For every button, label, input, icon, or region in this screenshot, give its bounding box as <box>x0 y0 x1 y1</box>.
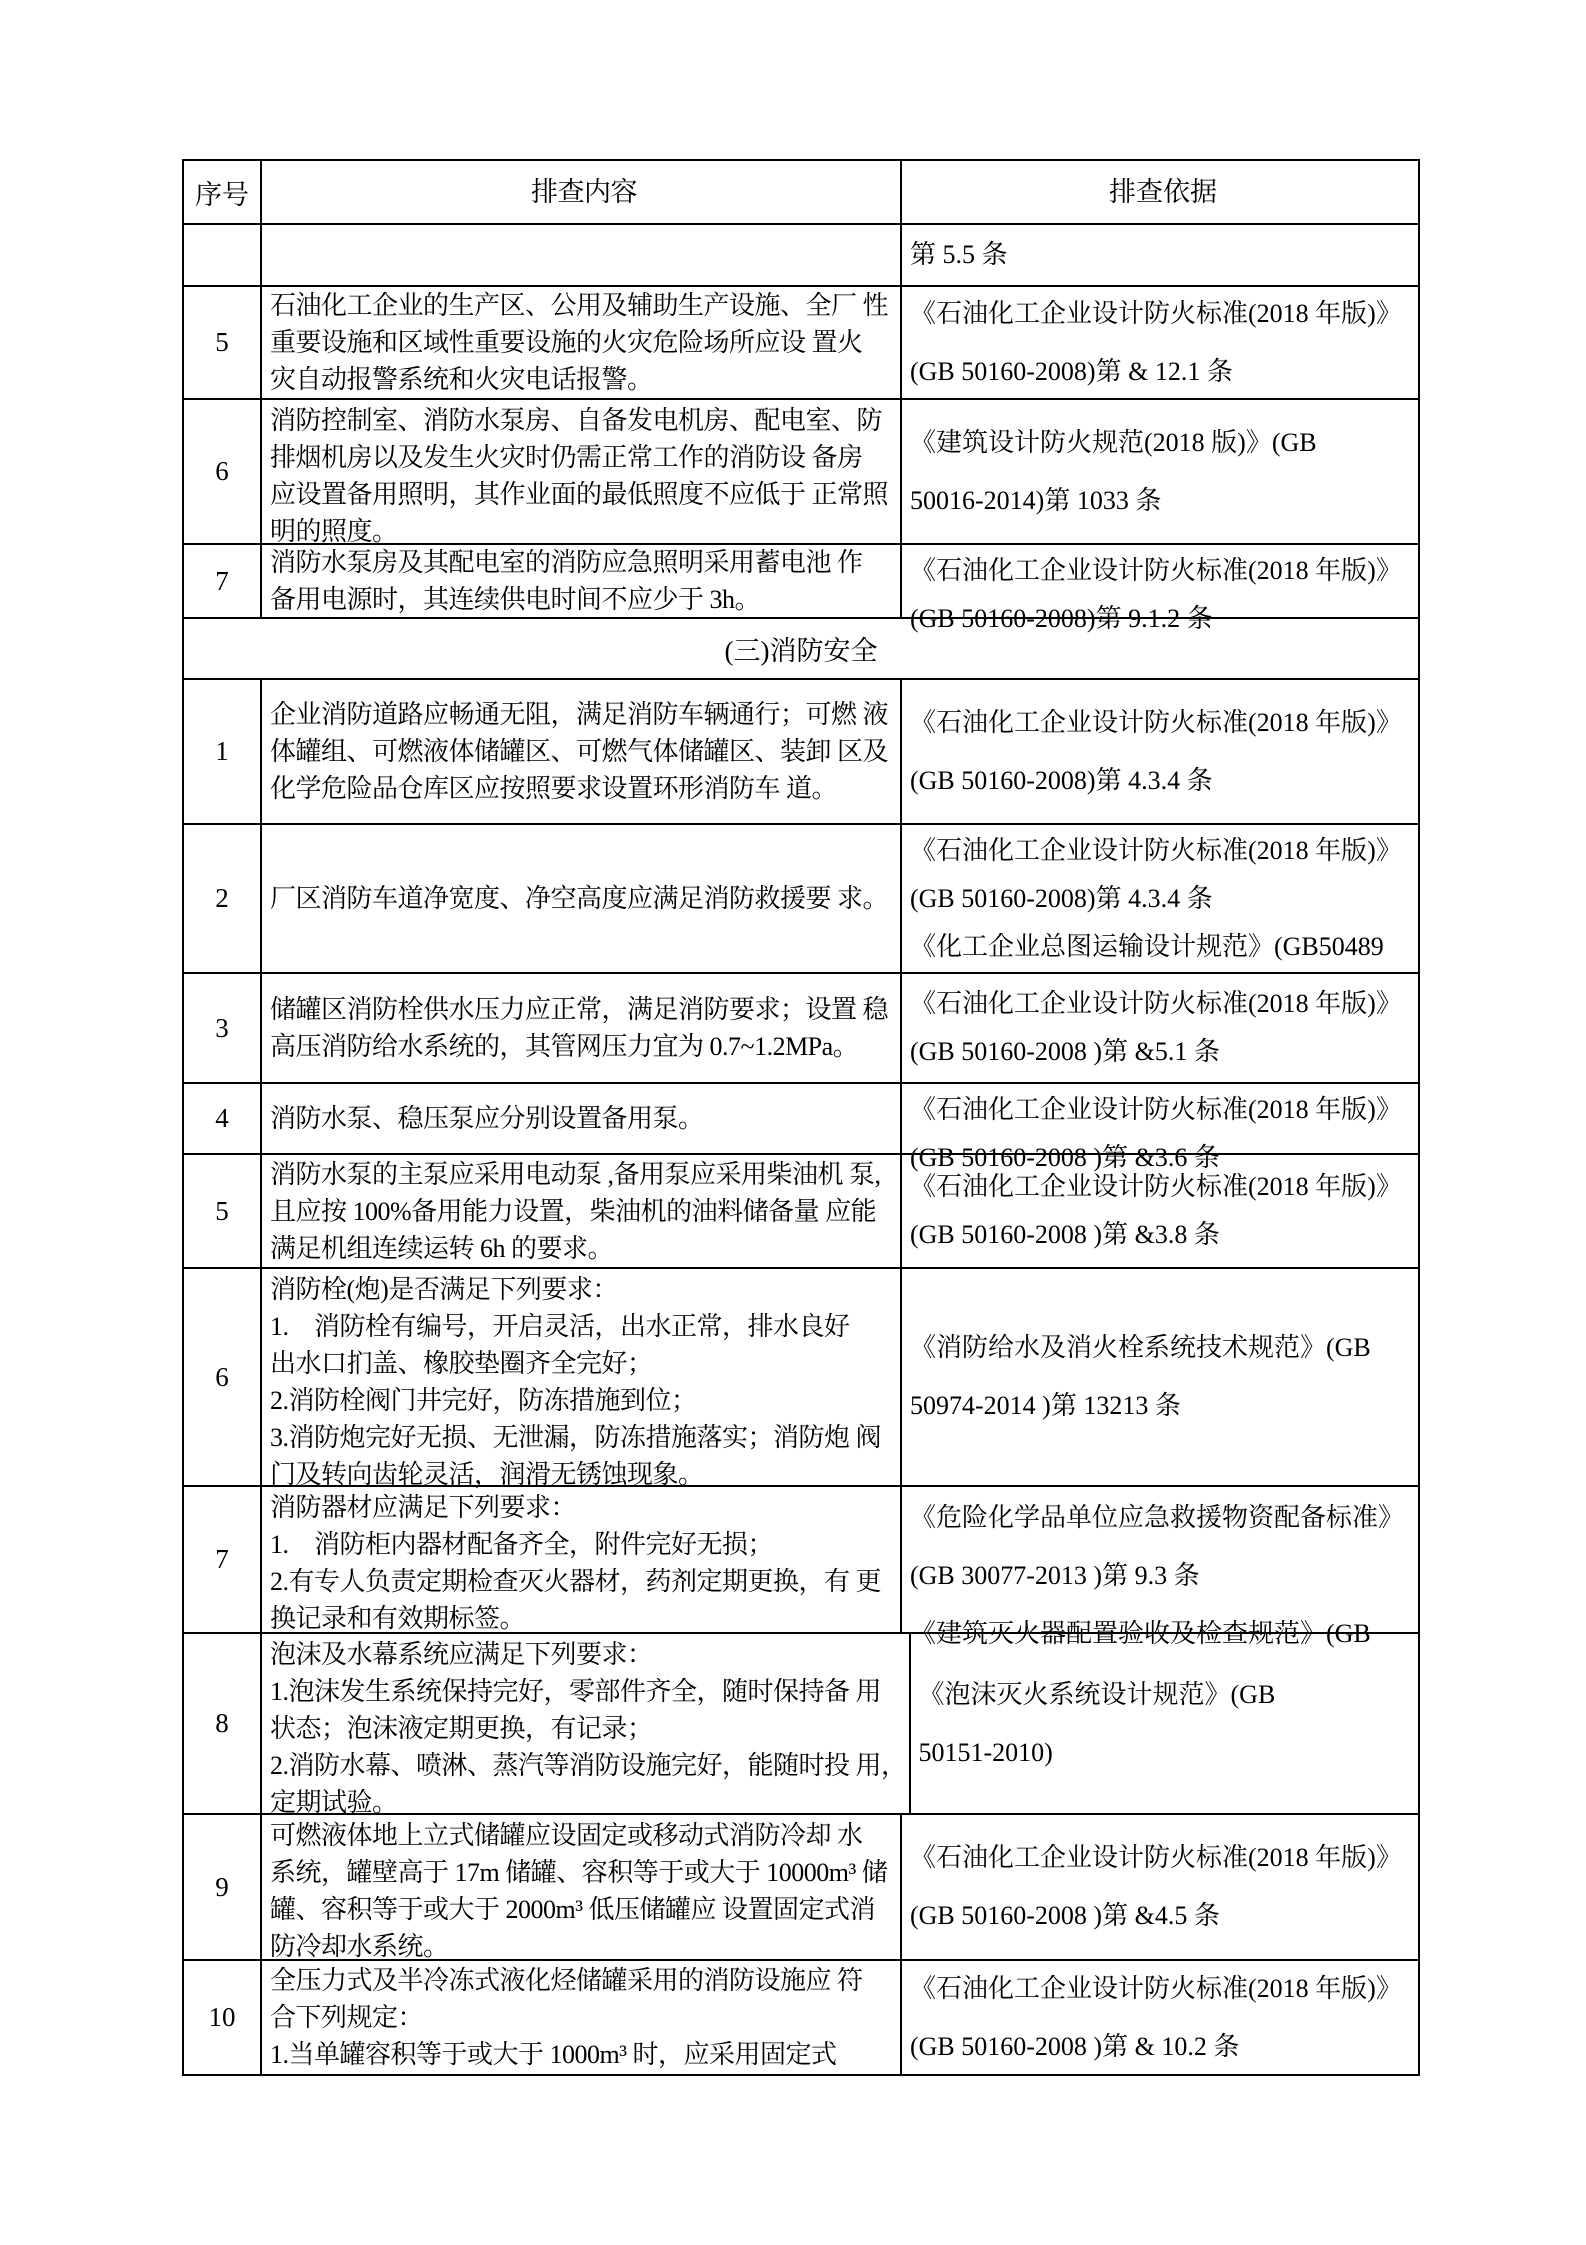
basis-text-line: 第 5.5 条 <box>910 240 1008 269</box>
table-row <box>184 1269 1418 1487</box>
seq-number: 2 <box>215 883 229 913</box>
content-text-line: 消防水泵、稳压泵应分别设置备用泵。 <box>270 1104 704 1133</box>
basis-text-line: 50974-2014 )第 13213 条 <box>910 1391 1181 1420</box>
basis-text-line: (GB 50160-2008)第 4.3.4 条 <box>910 765 1213 795</box>
inspection-table <box>182 159 1420 2076</box>
content-text-line: 企业消防道路应畅通无阻，满足消防车辆通行；可燃 液 <box>270 700 889 729</box>
content-text-line: 出水口扪盖、橡胶垫圈齐全完好； <box>270 1349 653 1378</box>
content-text-line: 排烟机房以及发生火灾时仍需正常工作的消防设 备房 <box>270 443 863 472</box>
table-body <box>184 225 1418 2074</box>
table-cell-content <box>262 974 902 1082</box>
basis-text-line: 《建筑设计防火规范(2018 版)》(GB <box>910 427 1317 457</box>
table-cell-content <box>262 1487 902 1632</box>
basis-text-line: 《建筑灭火器配置验收及检查规范》(GB <box>910 1619 1371 1648</box>
table-cell-basis <box>902 974 1418 1082</box>
basis-text-line: 《石油化工企业设计防火标准(2018 年版)》 <box>910 707 1402 737</box>
content-text-line: 石油化工企业的生产区、公用及辅助生产设施、全厂 性 <box>270 291 889 320</box>
content-text-line: 消防水泵的主泵应采用电动泵 ,备用泵应采用柴油机 泵, <box>270 1159 881 1189</box>
header-content-label: 排查内容 <box>531 176 637 207</box>
basis-text-line: 《石油化工企业设计防火标准(2018 年版)》 <box>910 989 1402 1018</box>
table-cell-content <box>262 680 902 823</box>
section-title <box>184 619 1418 678</box>
content-text-line: 厂区消防车道净宽度、净空高度应满足消防救援要 求。 <box>270 884 889 913</box>
basis-text-line: (GB 50160-2008 )第 &3.8 条 <box>910 1220 1220 1249</box>
section-title-label: (三)消防安全 <box>724 636 878 666</box>
table-cell-seq <box>184 287 262 398</box>
table-cell-seq <box>184 545 262 617</box>
seq-number: 3 <box>215 1012 229 1043</box>
content-text-line: 换记录和有效期标签。 <box>270 1604 526 1633</box>
content-text-line: 泡沫及水幕系统应满足下列要求： <box>270 1640 653 1669</box>
basis-text-line: 《消防给水及消火栓系统技术规范》(GB <box>910 1333 1371 1362</box>
table-row <box>184 1634 1418 1815</box>
table-row <box>184 545 1418 633</box>
table-cell-content <box>262 1084 902 1153</box>
table-cell-seq <box>184 1269 262 1485</box>
basis-text-line: (GB 50160-2008)第 4.3.4 条 <box>910 883 1213 913</box>
content-text-line: 且应按 100%备用能力设置，柴油机的油料储备量 应能 <box>270 1196 877 1226</box>
table-row <box>184 287 1418 400</box>
table-cell-seq <box>184 1815 262 1959</box>
content-text-line: 1.泡沫发生系统保持完好，零部件齐全，随时保持备 用 <box>270 1677 882 1706</box>
content-text-line: 体罐组、可燃液体储罐区、可燃气体储罐区、装卸 区及 <box>270 737 889 766</box>
content-text-line: 高压消防给水系统的，其管网压力宜为 0.7~1.2MPa。 <box>270 1032 859 1061</box>
seq-number: 10 <box>208 2002 236 2032</box>
basis-text-line: 《石油化工企业设计防火标准(2018 年版)》 <box>910 1172 1402 1201</box>
table-row <box>184 1961 1418 2074</box>
section-row <box>184 619 1418 680</box>
table-row <box>184 825 1418 974</box>
content-text-line: 2.消防栓阀门井完好，防冻措施到位； <box>270 1386 697 1415</box>
basis-text-line: 50016-2014)第 1033 条 <box>910 485 1162 515</box>
basis-text-line: 《石油化工企业设计防火标准(2018 年版)》 <box>910 298 1402 328</box>
seq-number: 5 <box>215 327 229 357</box>
table-cell-content <box>262 825 902 972</box>
content-text-line: 应设置备用照明，其作业面的最低照度不应低于 正常照 <box>270 480 889 509</box>
header-content <box>262 161 902 223</box>
content-text-line: 防冷却水系统。 <box>270 1932 449 1961</box>
table-row <box>184 680 1418 825</box>
table-cell-basis <box>902 1815 1418 1959</box>
table-cell-basis <box>902 400 1418 543</box>
content-text-line: 明的照度。 <box>270 517 398 546</box>
table-cell-seq <box>184 1487 262 1632</box>
content-text-line: 重要设施和区域性重要设施的火灾危险场所应设 置火 <box>270 328 863 357</box>
content-text-line: 系统，罐壁高于 17m 储罐、容积等于或大于 10000m³ 储 <box>270 1858 888 1887</box>
basis-text-line: 《石油化工企业设计防火标准(2018 年版)》 <box>910 1843 1402 1872</box>
seq-number: 1 <box>215 736 229 766</box>
seq-number: 4 <box>215 1103 229 1133</box>
basis-text-line: 《泡沫灭火系统设计规范》(GB <box>918 1679 1276 1709</box>
table-cell-content <box>262 1961 902 2074</box>
table-cell-seq <box>184 825 262 972</box>
content-text-line: 1.当单罐容积等于或大于 1000m³ 时，应采用固定式 <box>270 2040 837 2069</box>
table-cell-content <box>262 1634 911 1817</box>
table-cell-basis <box>902 1084 1418 1172</box>
content-text-line: 合下列规定： <box>270 2003 424 2032</box>
seq-number: 5 <box>215 1195 229 1226</box>
basis-text-line: 《石油化工企业设计防火标准(2018 年版)》 <box>910 556 1402 585</box>
basis-text-line: (GB 50160-2008 )第 &4.5 条 <box>910 1901 1220 1930</box>
table-cell-seq <box>184 1634 262 1813</box>
table-row <box>184 400 1418 545</box>
seq-number: 7 <box>215 565 229 596</box>
basis-text-line: 《化工企业总图运输设计规范》(GB50489 <box>910 931 1384 961</box>
table-row <box>184 225 1418 287</box>
table-cell-content <box>262 400 902 546</box>
table-cell-basis <box>902 287 1418 398</box>
table-cell-basis <box>911 1634 1418 1813</box>
seq-number: 6 <box>215 1361 229 1392</box>
table-row <box>184 1155 1418 1269</box>
seq-number: 8 <box>215 1708 229 1738</box>
table-cell-basis <box>902 680 1418 823</box>
content-text-line: 3.消防炮完好无损、无泄漏，防冻措施落实；消防炮 阀 <box>270 1423 882 1452</box>
table-cell-seq <box>184 1961 262 2074</box>
content-text-line: 1. 消防栓有编号，开启灵活，出水正常，排水良好 <box>270 1312 850 1341</box>
basis-text-line: 《石油化工企业设计防火标准(2018 年版)》 <box>910 1973 1402 2003</box>
table-cell-seq <box>184 400 262 543</box>
table-cell-basis <box>902 1269 1418 1485</box>
header-seq <box>184 161 262 223</box>
header-basis-label: 排查依据 <box>1109 177 1217 207</box>
table-cell-seq <box>184 1155 262 1267</box>
table-cell-basis <box>902 1961 1418 2074</box>
content-text-line: 门及转向齿轮灵活，润滑无锈蚀现象。 <box>270 1460 704 1489</box>
basis-text-line: 《石油化工企业设计防火标准(2018 年版)》 <box>910 1095 1402 1124</box>
table-cell-basis <box>902 825 1418 972</box>
table-row <box>184 1084 1418 1172</box>
content-text-line: 满足机组连续运转 6h 的要求。 <box>270 1233 614 1263</box>
table-row <box>184 1815 1418 1961</box>
table-cell-content <box>262 225 902 285</box>
table-cell-content <box>262 287 902 398</box>
content-text-line: 可燃液体地上立式储罐应设固定或移动式消防冷却 水 <box>270 1821 863 1850</box>
content-text-line: 2.消防水幕、喷淋、蒸汽等消防设施完好，能随时投 用， <box>270 1751 907 1780</box>
content-text-line: 消防控制室、消防水泵房、自备发电机房、配电室、防 <box>270 406 883 435</box>
basis-text-line: (GB 50160-2008 )第 &5.1 条 <box>910 1037 1220 1066</box>
table-row <box>184 1487 1418 1648</box>
table-cell-content <box>262 1269 902 1489</box>
content-text-line: 消防器材应满足下列要求： <box>270 1493 577 1522</box>
table-cell-seq <box>184 680 262 823</box>
seq-number: 9 <box>215 1871 229 1902</box>
basis-text-line: 50151-2010) <box>918 1737 1053 1767</box>
table-row <box>184 974 1418 1084</box>
content-text-line: 2.有专人负责定期检查灭火器材，药剂定期更换，有 更 <box>270 1567 882 1596</box>
basis-text-line: 《危险化学品单位应急救援物资配备标准》 <box>910 1503 1405 1532</box>
content-text-line: 化学危险品仓库区应按照要求设置环形消防车 道。 <box>270 774 838 803</box>
table-cell-basis <box>902 225 1418 285</box>
basis-text-line: (GB 30077-2013 )第 9.3 条 <box>910 1561 1200 1590</box>
content-text-line: 1. 消防柜内器材配备齐全，附件完好无损； <box>270 1530 774 1559</box>
content-text-line: 备用电源时，其连续供电时间不应少于 3h。 <box>270 585 761 614</box>
content-text-line: 定期试验。 <box>270 1788 398 1817</box>
content-text-line: 消防水泵房及其配电室的消防应急照明采用蓄电池 作 <box>270 548 863 577</box>
table-header-row <box>184 161 1418 225</box>
content-text-line: 全压力式及半冷冻式液化烃储罐采用的消防设施应 符 <box>270 1966 863 1995</box>
content-text-line: 消防栓(炮)是否满足下列要求： <box>270 1275 618 1304</box>
basis-text-line: (GB 50160-2008 )第 &3.6 条 <box>910 1143 1220 1172</box>
basis-text-line: (GB 50160-2008)第 9.1.2 条 <box>910 604 1213 633</box>
table-cell-basis <box>902 545 1418 633</box>
table-cell-content <box>262 1815 902 1959</box>
table-cell-content <box>262 545 902 617</box>
basis-text-line: 《石油化工企业设计防火标准(2018 年版)》 <box>910 835 1402 865</box>
content-text-line: 储罐区消防栓供水压力应正常，满足消防要求；设置 稳 <box>270 995 889 1024</box>
table-cell-seq <box>184 225 262 285</box>
content-text-line: 罐、容积等于或大于 2000m³ 低压储罐应 设置固定式消 <box>270 1895 876 1924</box>
header-basis <box>902 161 1418 223</box>
table-cell-seq <box>184 974 262 1082</box>
seq-number: 7 <box>215 1544 229 1574</box>
content-text-line: 状态；泡沫液定期更换，有记录； <box>270 1714 653 1743</box>
content-text-line: 灾自动报警系统和火灾电话报警。 <box>270 365 653 394</box>
table-cell-basis <box>902 1487 1418 1648</box>
table-cell-basis <box>902 1155 1418 1267</box>
table-cell-seq <box>184 1084 262 1153</box>
basis-text-line: (GB 50160-2008)第 & 12.1 条 <box>910 356 1233 386</box>
table-cell-content <box>262 1155 902 1267</box>
basis-text-line: (GB 50160-2008 )第 & 10.2 条 <box>910 2031 1240 2061</box>
seq-number: 6 <box>215 456 229 486</box>
header-seq-label: 序号 <box>195 179 249 210</box>
